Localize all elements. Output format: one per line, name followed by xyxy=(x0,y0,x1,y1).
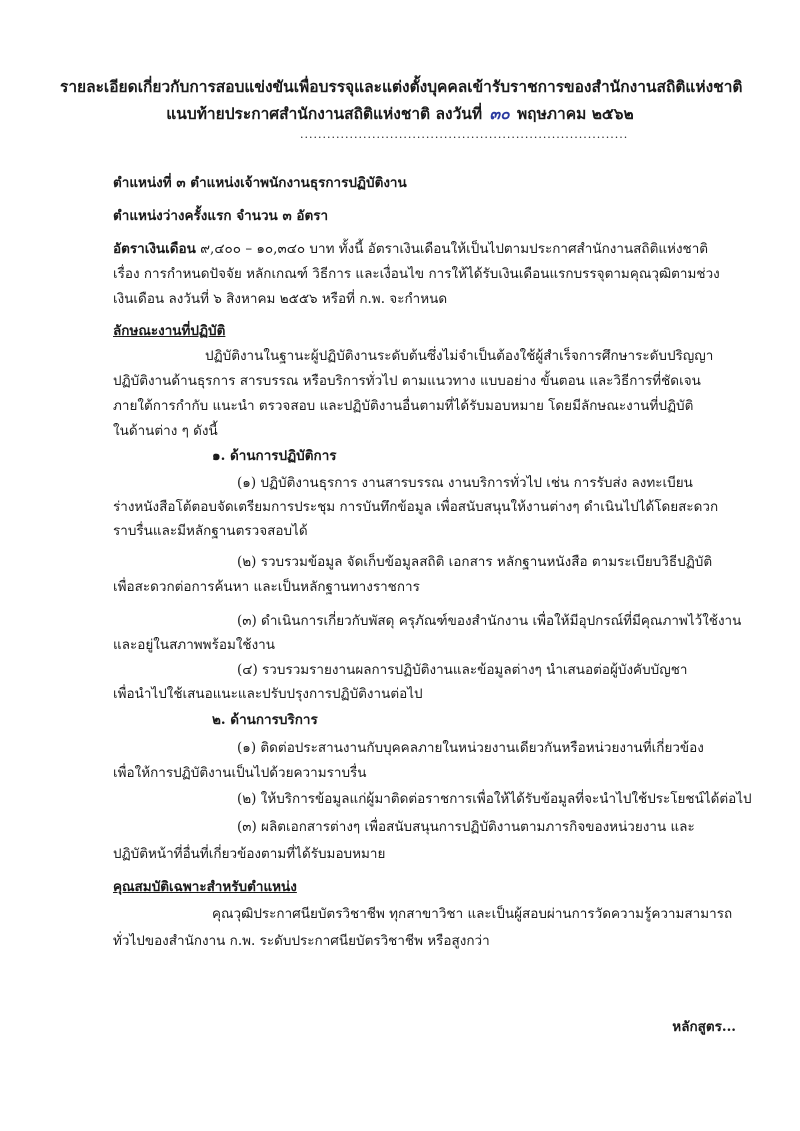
header-title-line2 xyxy=(60,103,740,125)
footer-continued: หลักสูตร... xyxy=(672,1019,736,1035)
header-line2-prefix: แนบท้ายประกาศสำนักงานสถิติแห่งชาติ ลงวันที่ xyxy=(166,104,483,123)
section2-item1-line2: เพื่อให้การปฏิบัติงานเป็นไปด้วยความราบรื่น xyxy=(113,765,367,781)
section2-item3-line1: (๓) ผลิตเอกสารต่างๆ เพื่อสนับสนุนการปฏิบัติงานตามภารกิจของหน่วยงาน และ xyxy=(237,819,695,835)
header-divider: ......................................................................... xyxy=(300,128,629,141)
qualifications-line2: ทั่วไปของสำนักงาน ก.พ. ระดับประกาศนียบัตรวิชาชีพ หรือสูงกว่า xyxy=(113,933,490,949)
section1-item2-line1: (๒) รวบรวมข้อมูล จัดเก็บข้อมูลสถิติ เอกสาร หลักฐานหนังสือ ตามระเบียบวิธีปฏิบัติ xyxy=(237,554,713,570)
salary-line1 xyxy=(113,240,708,259)
section1-heading: ๑. ด้านการปฏิบัติการ xyxy=(212,448,337,464)
section1-item4-line1: (๔) รวบรวมรายงานผลการปฏิบัติงานและข้อมูลต่างๆ นำเสนอต่อผู้บังคับบัญชา xyxy=(237,662,688,678)
qualifications-line1: คุณวุฒิประกาศนียบัตรวิชาชีพ ทุกสาขาวิชา และเป็นผู้สอบผ่านการวัดความรู้ความสามารถ xyxy=(212,906,733,922)
section1-item3-line1: (๓) ดำเนินการเกี่ยวกับพัสดุ ครุภัณฑ์ของสำนักงาน เพื่อให้มีอุปกรณ์ที่มีคุณภาพไว้ใช้งาน xyxy=(237,613,742,629)
section2-item1-line1: (๑) ติดต่อประสานงานกับบุคคลภายในหน่วยงานเดียวกันหรือหน่วยงานที่เกี่ยวข้อง xyxy=(237,740,704,756)
salary-range-text: ๙,๔๐๐ – ๑๐,๓๔๐ บาท ทั้งนี้ อัตราเงินเดือนให้เป็นไปตามประกาศสำนักงานสถิติแห่งชาติ xyxy=(195,241,709,257)
position-title: ตำแหน่งที่ ๓ ตำแหน่งเจ้าพนักงานธุรการปฏิบัติงาน xyxy=(113,175,407,191)
section1-item1-line3: ราบรื่นและมีหลักฐานตรวจสอบได้ xyxy=(113,523,308,539)
job-nature-intro-1: ปฏิบัติงานในฐานะผู้ปฏิบัติงานระดับต้นซึ่งไม่จำเป็นต้องใช้ผู้สำเร็จการศึกษาระดับปริญญา xyxy=(205,348,714,364)
job-nature-intro-3: ภายใต้การกำกับ แนะนำ ตรวจสอบ และปฏิบัติงานอื่นตามที่ได้รับมอบหมาย โดยมีลักษณะงานที่ปฏิบัติ xyxy=(113,398,694,414)
handwritten-day: ๓๐ xyxy=(489,104,510,123)
job-nature-intro-2: ปฏิบัติงานด้านธุรการ สารบรรณ หรือบริการทั่วไป ตามแนวทาง แบบอย่าง ขั้นตอน และวิธีการที่ชัดเจน xyxy=(113,373,701,389)
salary-line3: เงินเดือน ลงวันที่ ๖ สิงหาคม ๒๕๕๖ หรือที่ ก.พ. จะกำหนด xyxy=(113,291,448,307)
section1-item2-line2: เพื่อสะดวกต่อการค้นหา และเป็นหลักฐานทางราชการ xyxy=(113,579,420,595)
job-nature-heading: ลักษณะงานที่ปฏิบัติ xyxy=(113,323,226,339)
section2-item2-line1: (๒) ให้บริการข้อมูลแก่ผู้มาติดต่อราชการเพื่อให้ได้รับข้อมูลที่จะนำไปใช้ประโยชน์ได้ต่อไป xyxy=(237,791,752,807)
header-line2-suffix: พฤษภาคม ๒๕๖๒ xyxy=(516,104,634,123)
section1-item3-line2: และอยู่ในสภาพพร้อมใช้งาน xyxy=(113,637,275,653)
salary-label: อัตราเงินเดือน xyxy=(113,241,196,257)
salary-line2: เรื่อง การกำหนดปัจจัย หลักเกณฑ์ วิธีการ และเงื่อนไข การให้ได้รับเงินเดือนแรกบรรจุตามคุณวุฒิตามช่วง xyxy=(113,266,720,282)
section2-item3-line2: ปฏิบัติหน้าที่อื่นที่เกี่ยวข้องตามที่ได้รับมอบหมาย xyxy=(113,846,386,862)
section1-item1-line1: (๑) ปฏิบัติงานธุรการ งานสารบรรณ งานบริการทั่วไป เช่น การรับส่ง ลงทะเบียน xyxy=(237,475,693,491)
qualifications-heading: คุณสมบัติเฉพาะสำหรับตำแหน่ง xyxy=(113,879,297,895)
header-title-line1: รายละเอียดเกี่ยวกับการสอบแข่งขันเพื่อบรรจุและแต่งตั้งบุคคลเข้ารับราชการของสำนักงานสถิติแห่งชาติ xyxy=(60,77,743,96)
section2-heading: ๒. ด้านการบริการ xyxy=(212,712,318,728)
position-vacancy: ตำแหน่งว่างครั้งแรก จำนวน ๓ อัตรา xyxy=(113,208,329,224)
section1-item1-line2: ร่างหนังสือโต้ตอบจัดเตรียมการประชุม การบันทึกข้อมูล เพื่อสนับสนุนให้งานต่างๆ ดำเนินไปได้โดยสะดวก xyxy=(113,499,719,515)
section1-item4-line2: เพื่อนำไปใช้เสนอแนะและปรับปรุงการปฏิบัติงานต่อไป xyxy=(113,686,423,702)
job-nature-intro-4: ในด้านต่าง ๆ ดังนี้ xyxy=(113,423,218,439)
